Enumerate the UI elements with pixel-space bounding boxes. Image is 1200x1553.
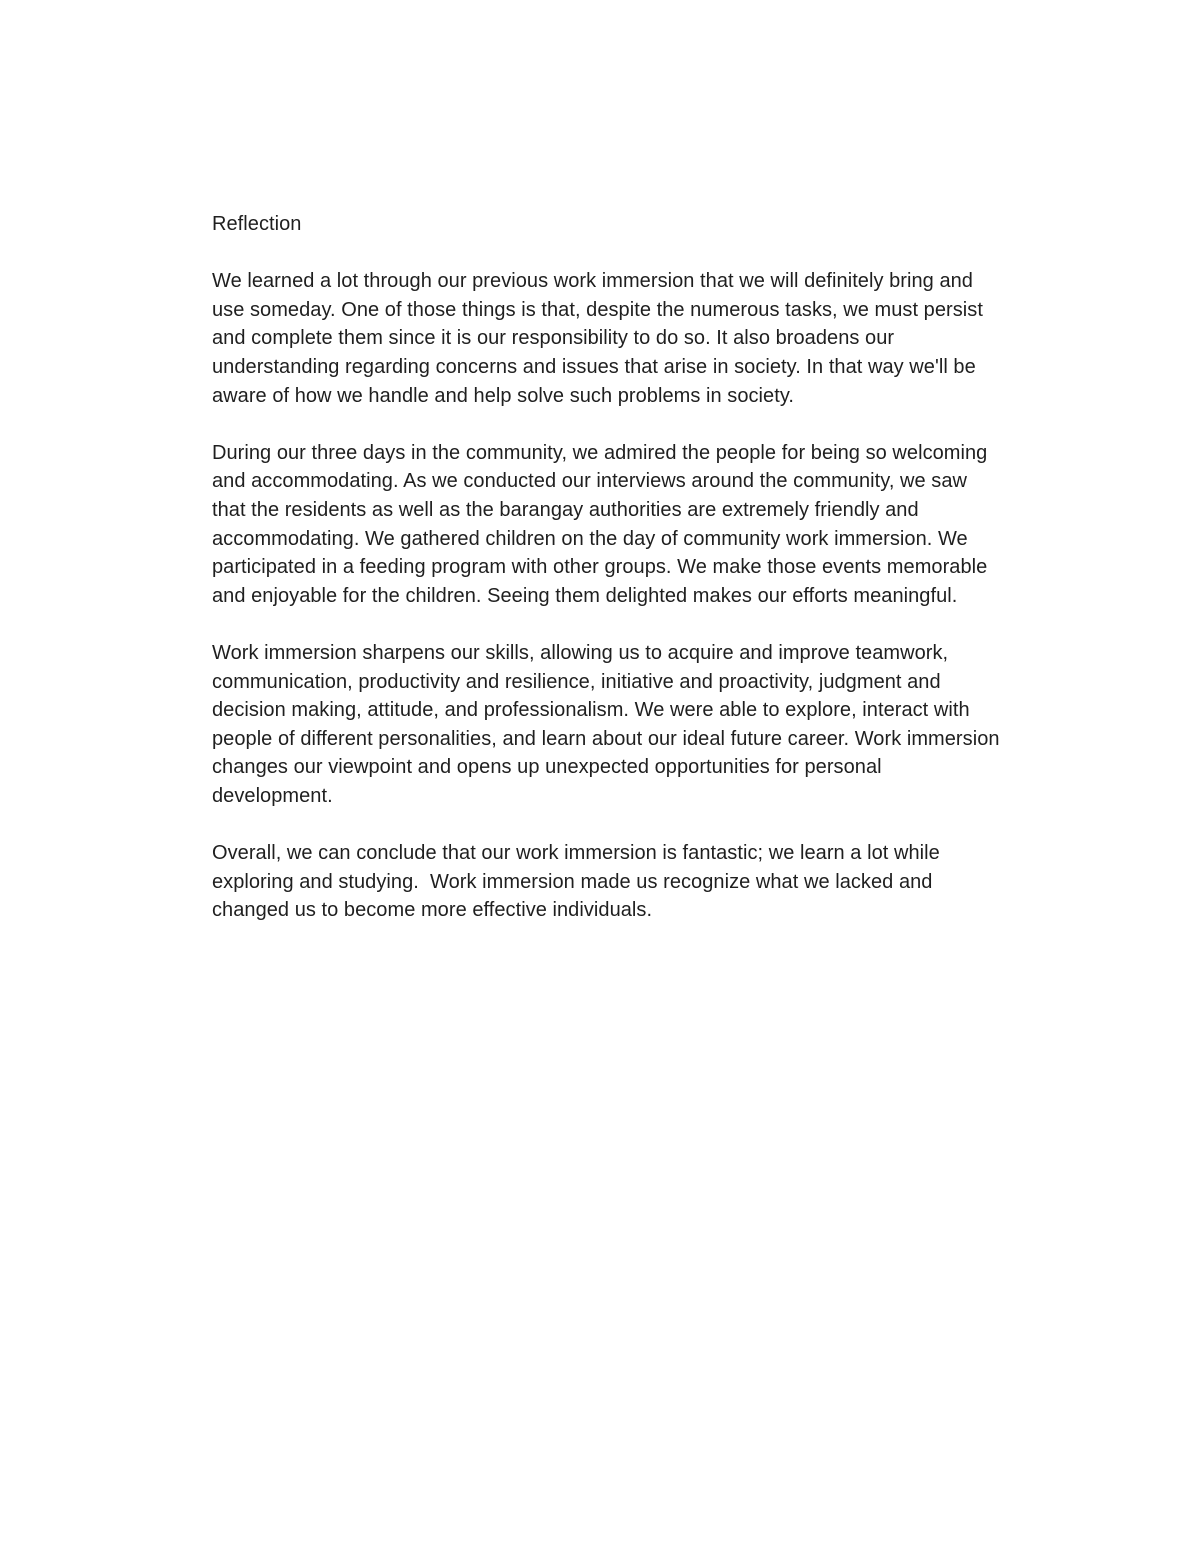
text-line: and enjoyable for the children. Seeing them delighted makes our efforts meaningful.	[212, 584, 958, 607]
text-line: development.	[212, 784, 333, 807]
text-line: use someday. One of those things is that, despite the numerous tasks, we must persist	[212, 298, 983, 321]
paragraph-community	[212, 439, 1072, 611]
text-line: decision making, attitude, and professionalism. We were able to explore, interact with	[212, 699, 970, 722]
document-title: Reflection	[212, 213, 302, 235]
text-line: people of different personalities, and learn about our ideal future career. Work immersion	[212, 727, 1000, 750]
text-line: and complete them since it is our responsibility to do so. It also broadens our	[212, 327, 895, 350]
text-line: that the residents as well as the barangay authorities are extremely friendly and	[212, 498, 919, 521]
paragraph-learning	[212, 267, 1072, 410]
document-body	[212, 210, 1072, 925]
text-line: communication, productivity and resilience, initiative and proactivity, judgment and	[212, 670, 941, 693]
paragraph-conclusion	[212, 839, 1072, 925]
text-line: changes our viewpoint and opens up unexpected opportunities for personal	[212, 756, 882, 779]
text-line: Overall, we can conclude that our work immersion is fantastic; we learn a lot while	[212, 842, 940, 865]
text-line: During our three days in the community, we admired the people for being so welcoming	[212, 441, 988, 464]
paragraph-skills	[212, 639, 1072, 811]
text-line: changed us to become more effective individuals.	[212, 899, 653, 922]
text-line: Work immersion sharpens our skills, allowing us to acquire and improve teamwork,	[212, 641, 949, 664]
text-line: We learned a lot through our previous work immersion that we will definitely bring and	[212, 270, 973, 293]
text-line: understanding regarding concerns and issues that arise in society. In that way we'll be	[212, 355, 976, 378]
text-line: participated in a feeding program with other groups. We make those events memorable	[212, 556, 988, 579]
text-line: and accommodating. As we conducted our interviews around the community, we saw	[212, 470, 968, 493]
text-line: aware of how we handle and help solve such problems in society.	[212, 384, 794, 407]
text-line: exploring and studying. Work immersion made us recognize what we lacked and	[212, 870, 933, 893]
text-line: accommodating. We gathered children on the day of community work immersion. We	[212, 527, 968, 550]
